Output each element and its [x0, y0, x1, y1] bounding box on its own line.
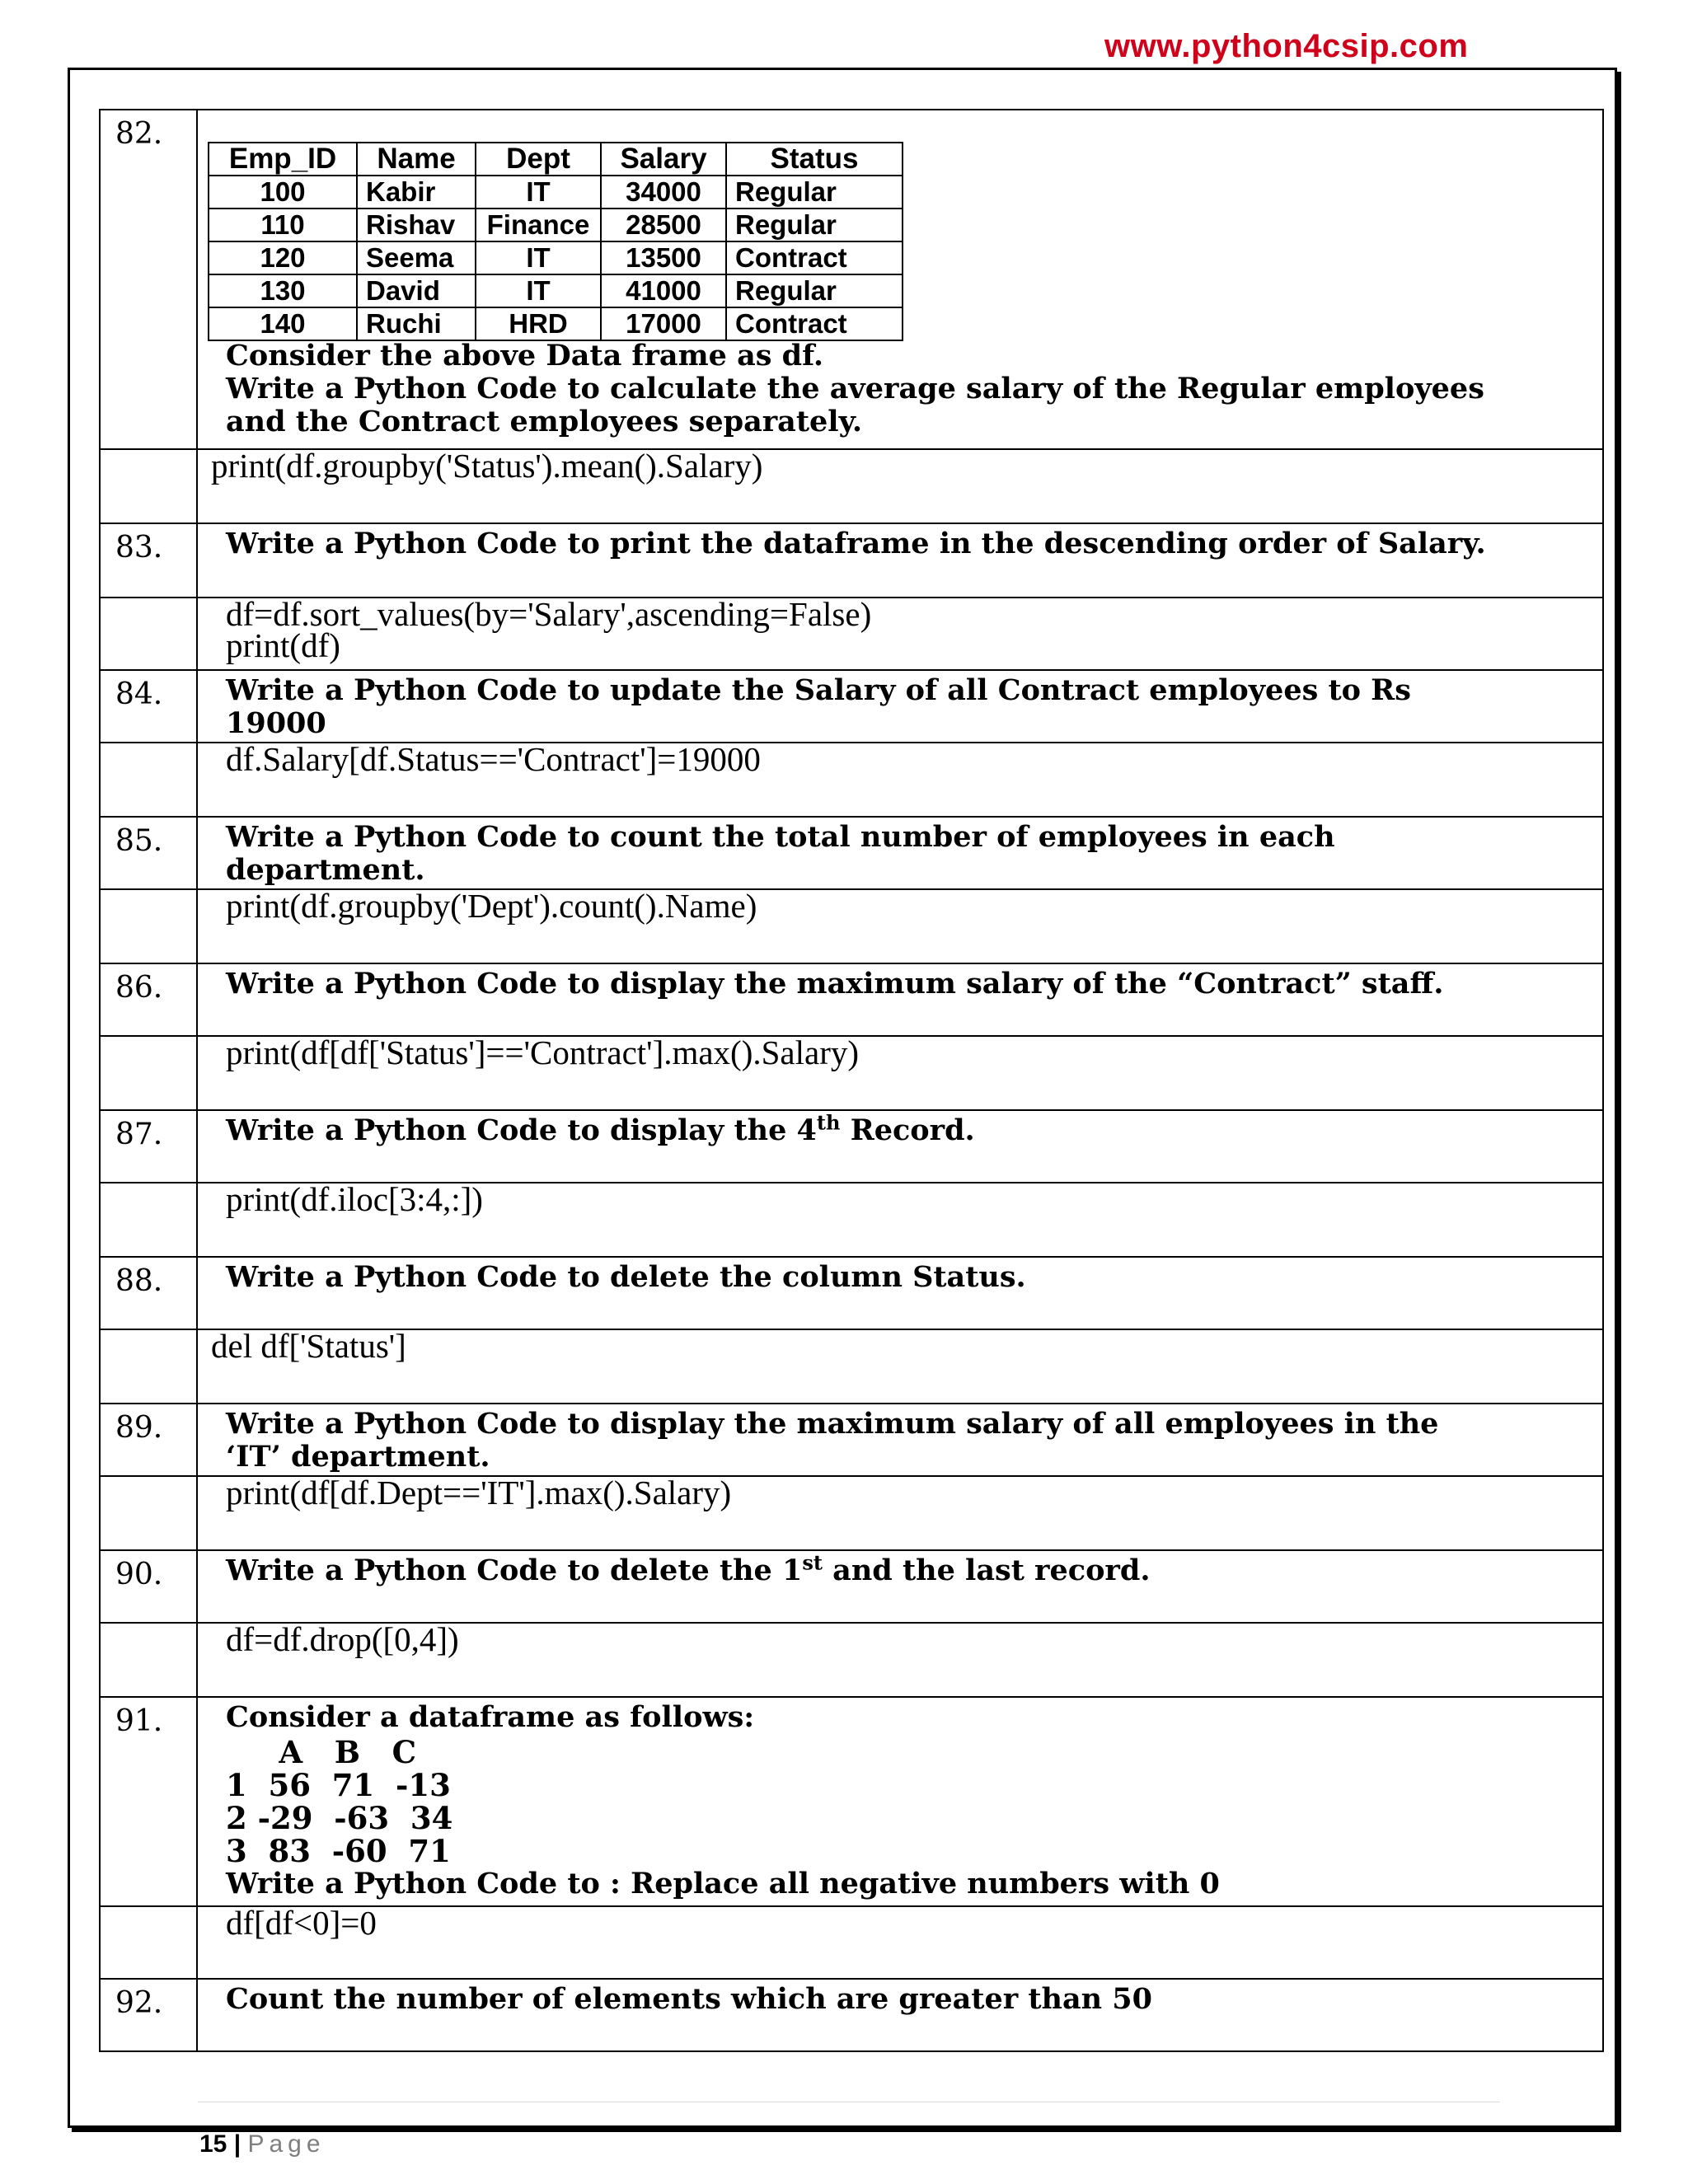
question-number: 89. — [100, 1404, 197, 1476]
question-line: 19000 — [226, 706, 326, 740]
table-cell: 130 — [209, 274, 357, 307]
table-cell: Rishav — [357, 209, 476, 241]
ordinal-suffix: th — [816, 1110, 841, 1135]
question-text — [197, 1257, 1603, 1329]
table-cell: 34000 — [601, 176, 726, 209]
code-line: df=df.sort_values(by='Salary',ascending=False) — [226, 595, 872, 633]
empty-cell — [100, 598, 197, 670]
question-text — [197, 1110, 1603, 1183]
empty-cell — [100, 1623, 197, 1697]
table-cell: Contract — [726, 241, 903, 274]
question-text — [197, 817, 1603, 889]
question-line: ‘IT’ department. — [226, 1440, 490, 1474]
question-row — [100, 963, 1603, 1036]
question-line: Write a Python Code to calculate the average salary of the Regular employees — [226, 372, 1484, 405]
question-row — [100, 1697, 1603, 1906]
table-cell: 120 — [209, 241, 357, 274]
question-text-part: Record. — [840, 1113, 975, 1147]
table-row — [209, 274, 903, 307]
employee-table — [208, 142, 903, 341]
table-cell: Contract — [726, 307, 903, 340]
column-header: Emp_ID — [209, 143, 357, 176]
question-line: Count the number of elements which are greater than 50 — [226, 1982, 1152, 2016]
empty-cell — [100, 1476, 197, 1550]
table-row — [209, 176, 903, 209]
answer-row — [100, 743, 1603, 817]
table-cell: IT — [476, 241, 601, 274]
table-cell: Finance — [476, 209, 601, 241]
table-cell: 100 — [209, 176, 357, 209]
mini-dataframe-row: 2 -29 -63 34 — [226, 1800, 453, 1836]
question-text-part: Write a Python Code to delete the 1 — [226, 1554, 803, 1587]
question-number: 88. — [100, 1257, 197, 1329]
question-line: department. — [226, 853, 425, 887]
question-line: Write a Python Code to count the total number of employees in each — [226, 820, 1335, 854]
table-cell: Regular — [726, 176, 903, 209]
code-line: df[df<0]=0 — [226, 1904, 377, 1942]
answer-row — [100, 1183, 1603, 1257]
question-number: 83. — [100, 523, 197, 598]
ordinal-suffix: st — [802, 1550, 823, 1575]
empty-cell — [100, 743, 197, 817]
column-header: Status — [726, 143, 903, 176]
question-line: Write a Python Code to print the dataframe in the descending order of Salary. — [226, 527, 1486, 560]
question-row — [100, 110, 1603, 449]
table-cell: HRD — [476, 307, 601, 340]
question-text — [197, 1404, 1603, 1476]
question-line: and the Contract employees separately. — [226, 405, 863, 438]
question-text-part: Write a Python Code to display the 4 — [226, 1113, 817, 1147]
table-cell: Ruchi — [357, 307, 476, 340]
empty-cell — [100, 1906, 197, 1979]
table-cell: IT — [476, 274, 601, 307]
table-cell: Regular — [726, 209, 903, 241]
answer-row — [100, 889, 1603, 963]
table-cell: 28500 — [601, 209, 726, 241]
answer-row — [100, 1329, 1603, 1404]
page-label: Page — [247, 2130, 326, 2158]
answer-code — [197, 449, 1603, 523]
answer-code — [197, 1476, 1603, 1550]
answer-code — [197, 740, 1603, 817]
empty-cell — [100, 889, 197, 963]
question-row — [100, 1110, 1603, 1183]
question-number: 84. — [100, 670, 197, 743]
table-cell: IT — [476, 176, 601, 209]
question-text — [197, 670, 1603, 743]
site-url[interactable]: www.python4csip.com — [1104, 28, 1469, 64]
code-line: print(df.groupby('Status').mean().Salary) — [211, 447, 763, 485]
question-number: 87. — [100, 1110, 197, 1183]
question-row — [100, 1979, 1603, 2051]
answer-code — [197, 1180, 1603, 1257]
question-line: Consider the above Data frame as df. — [226, 339, 824, 373]
question-text — [197, 110, 1603, 449]
answer-row — [100, 1476, 1603, 1550]
question-number: 86. — [100, 963, 197, 1036]
question-text — [197, 523, 1603, 598]
question-row — [100, 1404, 1603, 1476]
table-cell: 41000 — [601, 274, 726, 307]
employee-table-header — [209, 143, 903, 176]
answer-row — [100, 1906, 1603, 1979]
empty-cell — [100, 1183, 197, 1257]
table-cell: 13500 — [601, 241, 726, 274]
table-cell: 110 — [209, 209, 357, 241]
empty-cell — [100, 1036, 197, 1110]
mini-dataframe — [226, 1736, 1578, 1868]
table-row — [209, 209, 903, 241]
footer-separator: | — [233, 2130, 241, 2158]
answer-code — [197, 1906, 1603, 1979]
column-header: Dept — [476, 143, 601, 176]
page-footer — [199, 2130, 326, 2158]
question-line: Write a Python Code to display the maximum salary of the “Contract” staff. — [226, 967, 1444, 1001]
answer-row — [100, 1036, 1603, 1110]
question-row — [100, 670, 1603, 743]
question-text — [197, 1979, 1603, 2051]
answer-row — [100, 449, 1603, 523]
table-cell: David — [357, 274, 476, 307]
question-number: 90. — [100, 1550, 197, 1623]
mini-dataframe-row: 1 56 71 -13 — [226, 1767, 451, 1803]
code-line: print(df[df.Dept=='IT'].max().Salary) — [226, 1474, 732, 1511]
table-cell: Seema — [357, 241, 476, 274]
column-header: Name — [357, 143, 476, 176]
code-line: print(df) — [226, 626, 340, 664]
table-cell: 17000 — [601, 307, 726, 340]
question-number: 92. — [100, 1979, 197, 2051]
code-line: print(df.groupby('Dept').count().Name) — [226, 887, 757, 925]
page-number: 15 — [199, 2130, 227, 2158]
question-row — [100, 817, 1603, 889]
code-line: df=df.drop([0,4]) — [226, 1620, 459, 1658]
question-text-part: and the last record. — [822, 1554, 1151, 1587]
table-cell: 140 — [209, 307, 357, 340]
question-number: 91. — [100, 1697, 197, 1906]
question-row — [100, 523, 1603, 598]
empty-cell — [100, 449, 197, 523]
table-cell: Regular — [726, 274, 903, 307]
mini-dataframe-header: A B C — [226, 1734, 417, 1770]
answer-code — [197, 1329, 1603, 1404]
answer-code — [197, 889, 1603, 963]
column-header: Salary — [601, 143, 726, 176]
question-line: Write a Python Code to : Replace all negative numbers with 0 — [226, 1867, 1220, 1900]
code-line: del df['Status'] — [211, 1327, 406, 1365]
answer-code — [197, 595, 1603, 670]
question-number: 85. — [100, 817, 197, 889]
answer-row — [100, 598, 1603, 670]
question-line: Write a Python Code to delete the column Status. — [226, 1260, 1026, 1294]
answer-code — [197, 1620, 1603, 1697]
question-table — [99, 109, 1604, 2052]
answer-code — [197, 1033, 1603, 1110]
question-number: 82. — [100, 110, 197, 449]
question-text — [197, 963, 1603, 1036]
empty-cell — [100, 1329, 197, 1404]
question-text — [197, 1550, 1603, 1623]
answer-row — [100, 1623, 1603, 1697]
question-row — [100, 1257, 1603, 1329]
table-row — [209, 307, 903, 340]
table-cell: Kabir — [357, 176, 476, 209]
code-line: df.Salary[df.Status=='Contract']=19000 — [226, 740, 761, 778]
code-line: print(df[df['Status']=='Contract'].max().Salary) — [226, 1033, 860, 1071]
code-line: print(df.iloc[3:4,:]) — [226, 1180, 483, 1218]
question-line: Consider a dataframe as follows: — [226, 1700, 755, 1734]
question-text — [197, 1697, 1603, 1906]
mini-dataframe-row: 3 83 -60 71 — [226, 1833, 451, 1869]
question-row — [100, 1550, 1603, 1623]
question-line: Write a Python Code to display the maximum salary of all employees in the — [226, 1407, 1439, 1441]
table-row — [209, 241, 903, 274]
question-line: Write a Python Code to update the Salary of all Contract employees to Rs — [226, 673, 1411, 707]
